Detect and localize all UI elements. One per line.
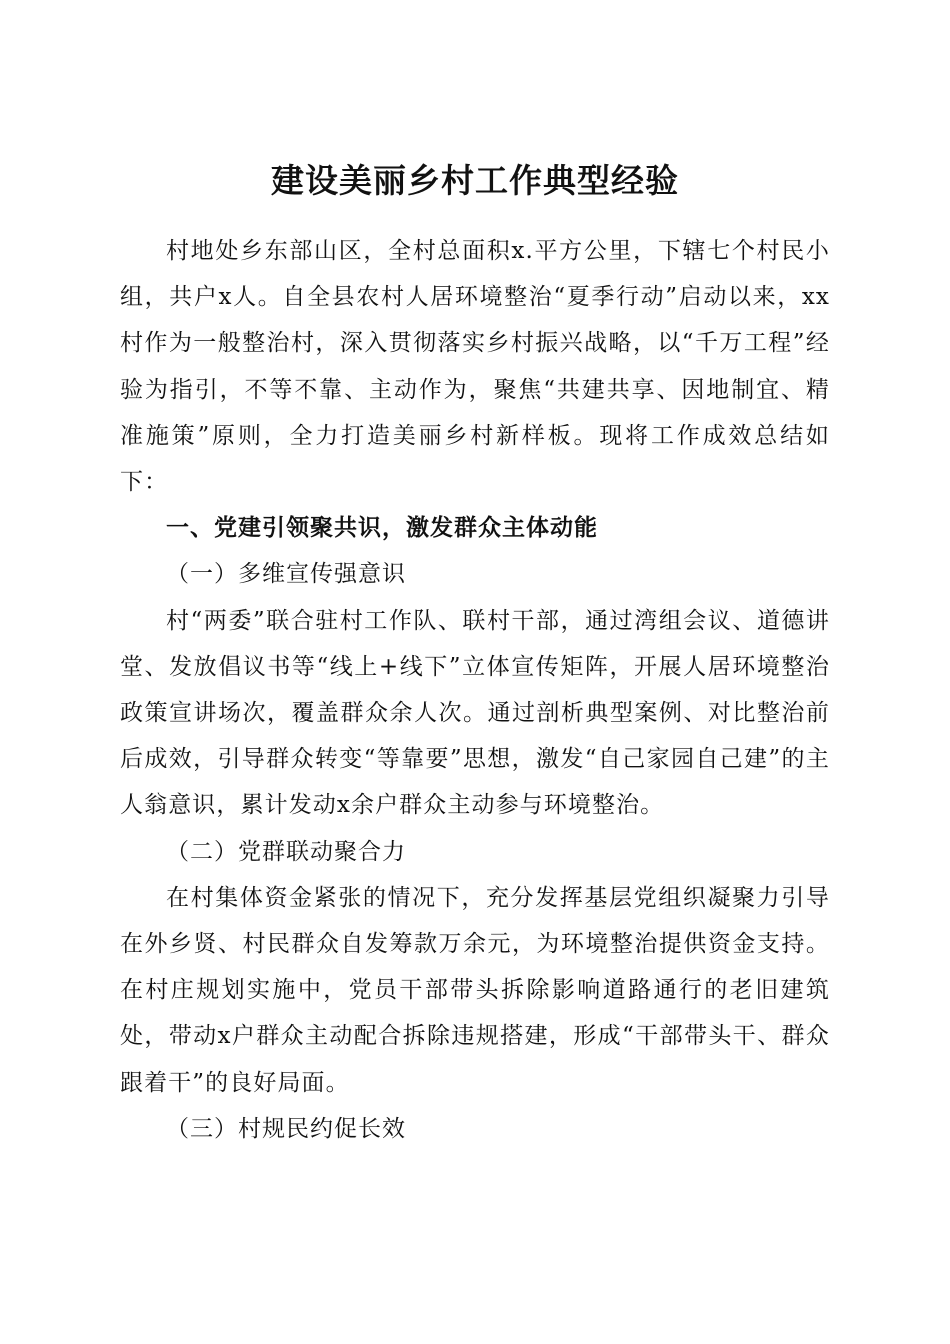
subsection-1-paragraph: 村“两委”联合驻村工作队、联村干部，通过湾组会议、道德讲堂、发放倡议书等“线上+线下”立体宣传矩阵，开展人居环境整治政策宣讲场次，覆盖群众余人次。通过剖析典型案例、对比整治前后成效，引导群众转变“等靠要”思想，激发“自己家园自己建”的主人翁意识，累计发动x余户群众主动参与环境整治。: [120, 607, 830, 819]
subsection-1-heading: （一）多维宣传强意识: [166, 561, 406, 588]
document-body: [120, 228, 830, 1152]
intro-paragraph: 村地处乡东部山区，全村总面积x.平方公里，下辖七个村民小组，共户x人。自全县农村人居环境整治“夏季行动”启动以来，xx村作为一般整治村，深入贯彻落实乡村振兴战略，以“千万工程”经验为指引，不等不靠、主动作为，聚焦“共建共享、因地制宜、精准施策”原则，全力打造美丽乡村新样板。现将工作成效总结如下：: [120, 238, 830, 496]
subsection-2-heading: （二）党群联动聚合力: [166, 838, 406, 865]
subsection-2-paragraph: 在村集体资金紧张的情况下，充分发挥基层党组织凝聚力引导在外乡贤、村民群众自发筹款万余元，为环境整治提供资金支持。在村庄规划实施中，党员干部带头拆除影响道路通行的老旧建筑处，带动x户群众主动配合拆除违规搭建，形成“干部带头干、群众跟着干”的良好局面。: [120, 884, 830, 1096]
document-title: 建设美丽乡村工作典型经验: [271, 161, 679, 201]
subsection-3-heading: （三）村规民约促长效: [166, 1115, 406, 1142]
section-1-heading: 一、党建引领聚共识，激发群众主体动能: [166, 515, 598, 542]
